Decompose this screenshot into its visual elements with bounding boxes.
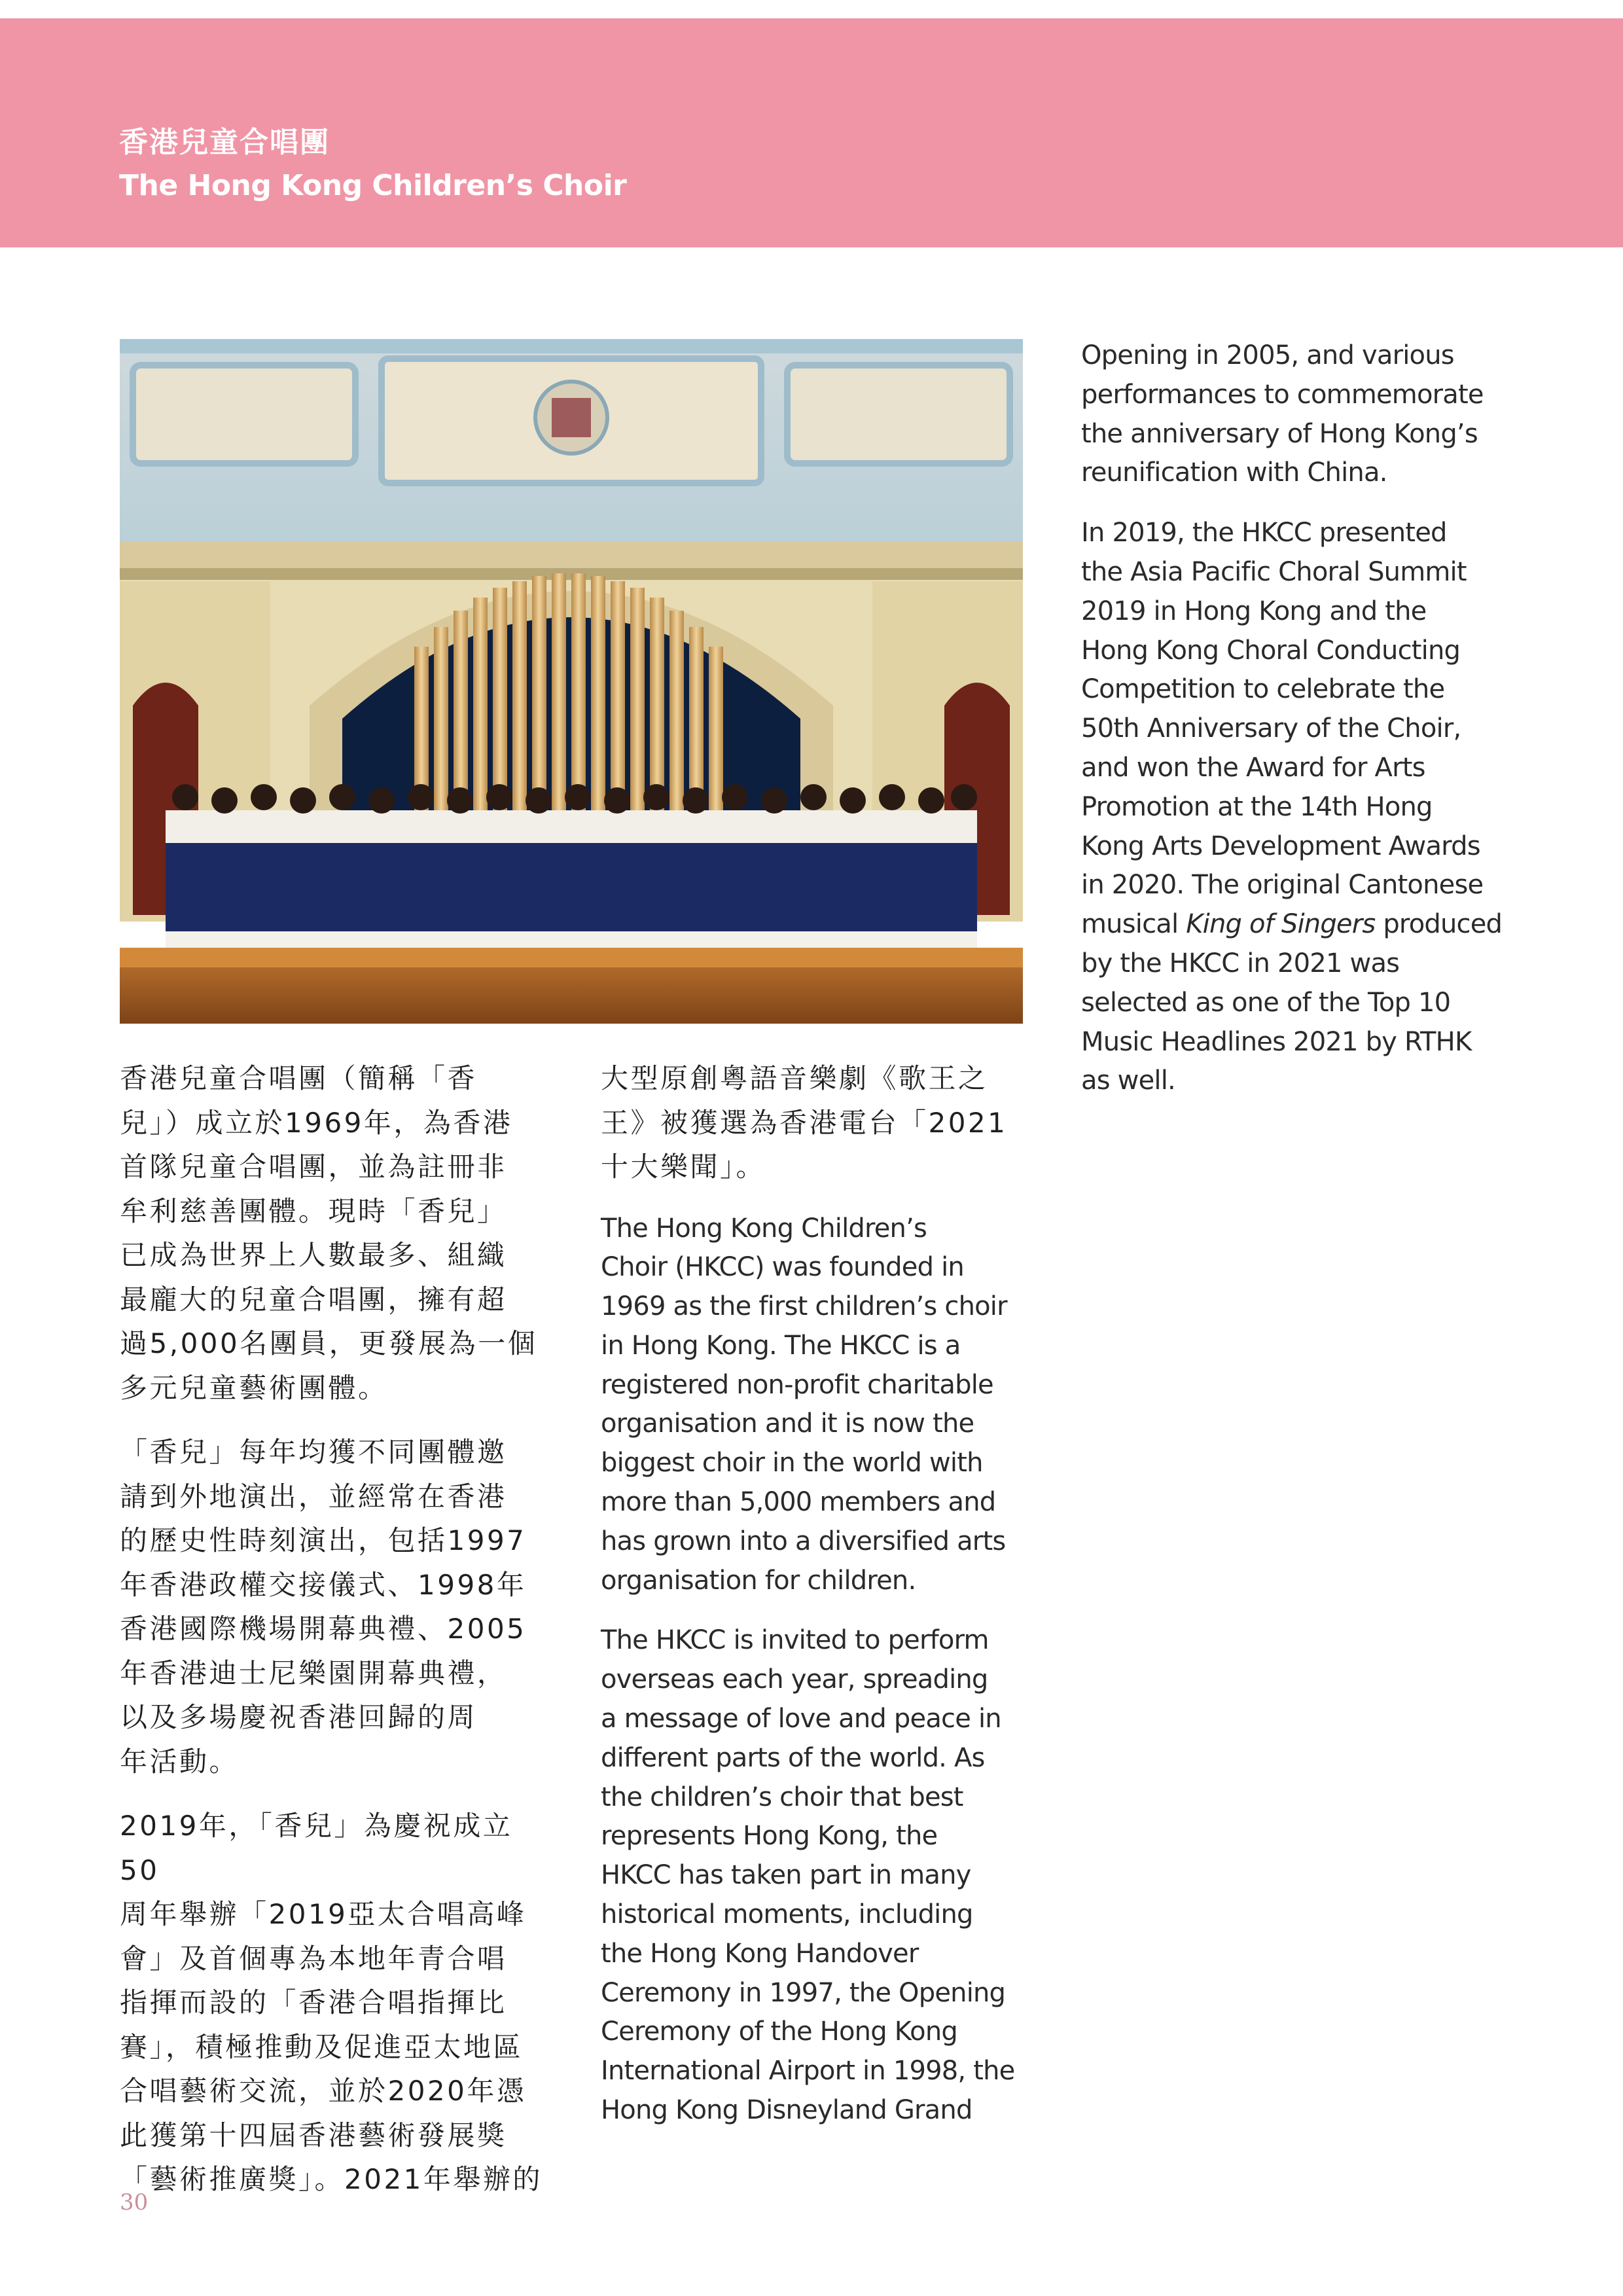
- text-line: Ceremony of the Hong Kong: [601, 2017, 957, 2047]
- text-line: 年活動。: [120, 1745, 240, 1778]
- summit-paragraph-block: [1081, 514, 1526, 1101]
- column-chinese: [120, 1056, 545, 2222]
- choir-photo: [120, 339, 1023, 1024]
- text-line: 周年舉辦「2019亞太合唱高峰: [120, 1898, 527, 1930]
- text-line: 大型原創粵語音樂劇《歌王之: [601, 1062, 988, 1094]
- text-line: [1081, 909, 1502, 939]
- text-line: Kong Arts Development Awards: [1081, 831, 1480, 861]
- text-line: 香港國際機場開幕典禮、2005: [120, 1613, 527, 1645]
- paragraph-en: [601, 1621, 1033, 2130]
- text-line: The Hong Kong Children’s: [601, 1213, 927, 1244]
- text-line: Opening in 2005, and various: [1081, 340, 1454, 370]
- paragraph-zh: [120, 1804, 545, 2202]
- text-line: the anniversary of Hong Kong’s: [1081, 418, 1478, 449]
- text-line: 兒」）成立於1969年，為香港: [120, 1106, 513, 1139]
- text-line: 年香港迪士尼樂園開幕典禮，: [120, 1657, 507, 1689]
- text-line: 1969 as the first children’s choir: [601, 1291, 1007, 1322]
- text-line: 「香兒」每年均獲不同團體邀: [120, 1436, 507, 1468]
- column-right: [1081, 336, 1526, 1122]
- text-line: The HKCC is invited to perform: [601, 1625, 989, 1656]
- text-line: in 2020. The original Cantonese: [1081, 870, 1484, 901]
- text-line: 香港兒童合唱團（簡稱「香: [120, 1062, 478, 1094]
- text-line: 過5,000名團員，更發展為一個: [120, 1327, 538, 1359]
- text-line: HKCC has taken part in many: [601, 1860, 971, 1891]
- musical-title: King of Singers: [1186, 909, 1376, 940]
- text-line: 此獲第十四屆香港藝術發展獎: [120, 2119, 507, 2151]
- text-line: Choir (HKCC) was founded in: [601, 1252, 964, 1283]
- text-fragment: produced: [1375, 909, 1503, 940]
- page-title-chinese: 香港兒童合唱團: [119, 126, 330, 159]
- text-line: Music Headlines 2021 by RTHK: [1081, 1026, 1472, 1057]
- text-line: 合唱藝術交流，並於2020年憑: [120, 2075, 527, 2107]
- text-line: performances to commemorate: [1081, 379, 1484, 410]
- paragraph-zh: [601, 1056, 1033, 1189]
- text-line: has grown into a diversified arts: [601, 1526, 1006, 1556]
- text-line: 指揮而設的「香港合唱指揮比: [120, 1986, 507, 2018]
- chinese-continuation-block: [601, 1056, 1033, 1189]
- text-line: the Hong Kong Handover: [601, 1938, 919, 1969]
- paragraph-zh: [120, 1056, 545, 1410]
- text-line: International Airport in 1998, the: [601, 2056, 1015, 2087]
- text-line: the Asia Pacific Choral Summit: [1081, 556, 1467, 587]
- summit-paragraph: [1081, 514, 1526, 1101]
- text-line: 多元兒童藝術團體。: [120, 1371, 388, 1404]
- text-line: 的歷史性時刻演出，包括1997: [120, 1524, 527, 1556]
- text-line: organisation for children.: [601, 1565, 916, 1596]
- text-line: 以及多場慶祝香港回歸的周: [120, 1701, 478, 1733]
- text-line: represents Hong Kong, the: [601, 1821, 938, 1852]
- text-line: as well.: [1081, 1066, 1175, 1096]
- paragraph-en: [1081, 336, 1526, 493]
- text-line: 最龐大的兒童合唱團，擁有超: [120, 1283, 507, 1316]
- text-line: overseas each year, spreading: [601, 1664, 988, 1695]
- text-line: 「藝術推廣獎」。2021年舉辦的: [120, 2163, 543, 2195]
- text-line: Hong Kong Choral Conducting: [1081, 635, 1461, 666]
- text-line: biggest choir in the world with: [601, 1448, 983, 1479]
- text-line: 2019年，「香兒」為慶祝成立50: [120, 1810, 513, 1886]
- page-title-english: The Hong Kong Children’s Choir: [119, 169, 627, 202]
- text-line: in Hong Kong. The HKCC is a: [601, 1330, 961, 1361]
- text-line: more than 5,000 members and: [601, 1487, 996, 1518]
- page-number: 30: [120, 2189, 149, 2215]
- text-line: 已成為世界上人數最多、組織: [120, 1239, 507, 1271]
- paragraph-zh: [120, 1430, 545, 1784]
- english-text-block: [601, 1210, 1033, 2130]
- text-line: registered non-profit charitable: [601, 1369, 993, 1400]
- text-line: historical moments, including: [601, 1899, 973, 1930]
- text-line: and won the Award for Arts: [1081, 752, 1425, 783]
- text-line: organisation and it is now the: [601, 1408, 974, 1439]
- english-text-block-continued: [1081, 336, 1526, 493]
- text-line: reunification with China.: [1081, 457, 1387, 488]
- text-line: 2019 in Hong Kong and the: [1081, 596, 1427, 626]
- text-line: Hong Kong Disneyland Grand: [601, 2095, 972, 2126]
- text-line: 會」及首個專為本地年青合唱: [120, 1942, 507, 1975]
- chinese-text-block: [120, 1056, 545, 2202]
- text-line: by the HKCC in 2021 was: [1081, 948, 1400, 978]
- text-line: In 2019, the HKCC presented: [1081, 518, 1447, 548]
- text-line: 王》被獲選為香港電台「2021: [601, 1106, 1008, 1139]
- text-line: 十大樂聞」。: [601, 1151, 766, 1183]
- text-line: selected as one of the Top 10: [1081, 987, 1451, 1018]
- text-line: 牟利慈善團體。現時「香兒」: [120, 1194, 507, 1227]
- text-line: 賽」，積極推動及促進亞太地區: [120, 2030, 524, 2063]
- text-line: 請到外地演出，並經常在香港: [120, 1480, 507, 1513]
- text-line: the children’s choir that best: [601, 1782, 963, 1812]
- column-middle: [601, 1056, 1033, 2151]
- text-line: Competition to celebrate the: [1081, 674, 1445, 705]
- text-line: 年香港政權交接儀式、1998年: [120, 1568, 527, 1601]
- paragraph-en: [601, 1210, 1033, 1601]
- text-fragment: musical: [1081, 909, 1186, 940]
- text-line: different parts of the world. As: [601, 1742, 985, 1773]
- text-line: 50th Anniversary of the Choir,: [1081, 713, 1461, 744]
- text-line: Ceremony in 1997, the Opening: [601, 1977, 1006, 2008]
- text-line: Promotion at the 14th Hong: [1081, 791, 1433, 822]
- text-line: 首隊兒童合唱團，並為註冊非: [120, 1151, 507, 1183]
- text-line: a message of love and peace in: [601, 1704, 1001, 1734]
